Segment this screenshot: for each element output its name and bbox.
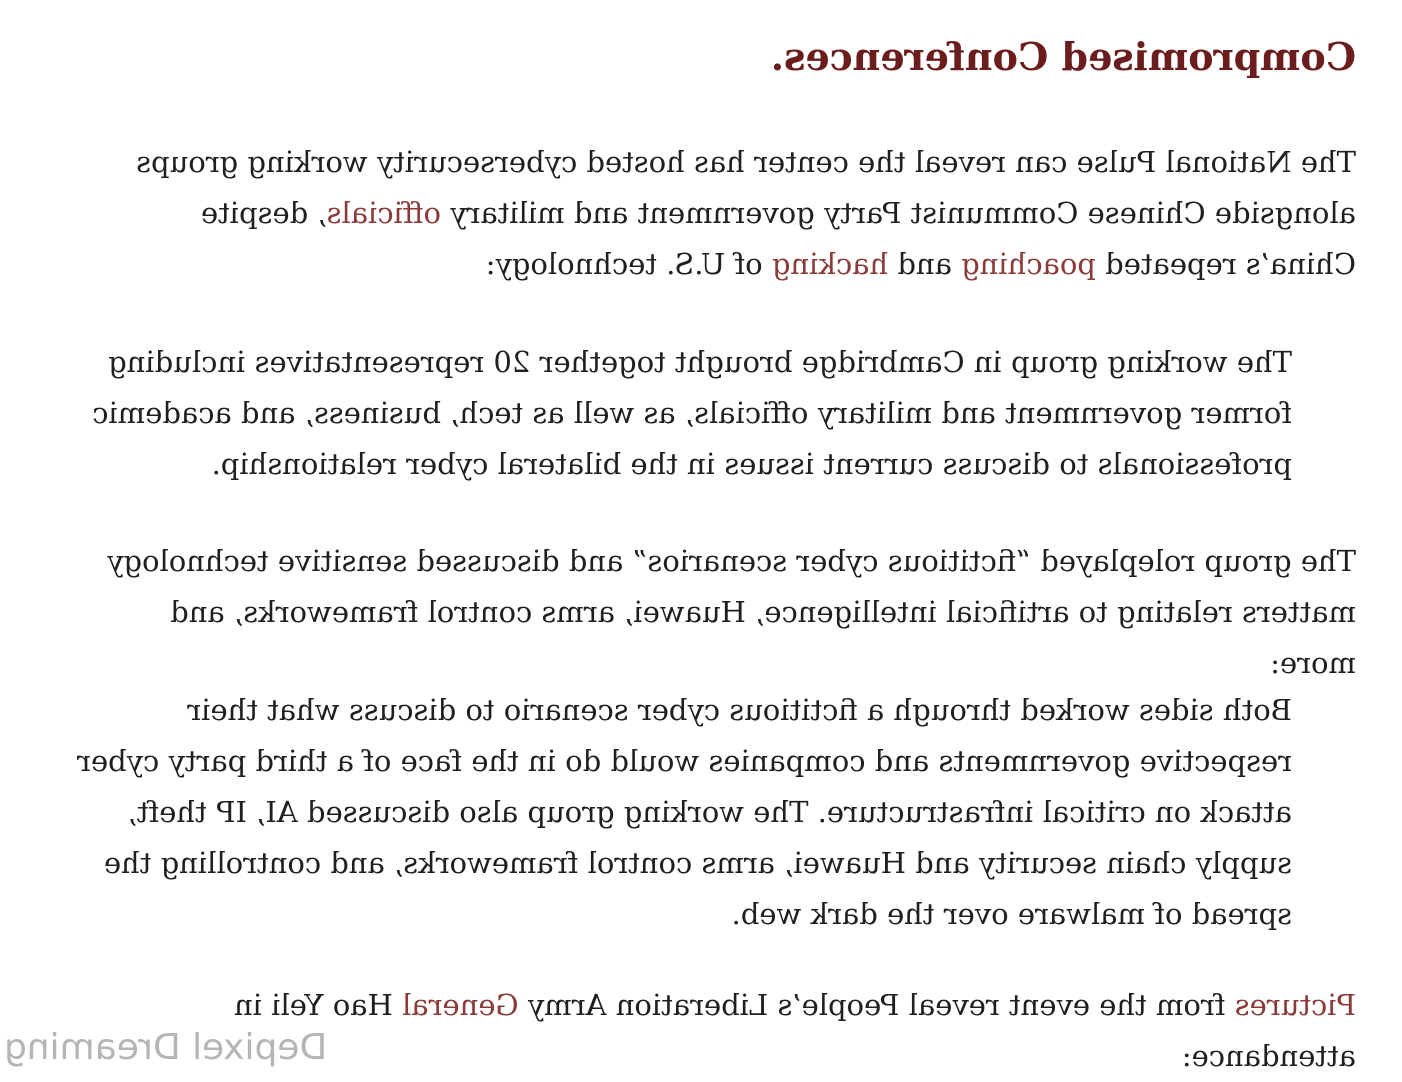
intro-text-2: , despite China’s repeated bbox=[200, 196, 1356, 281]
blockquote-working-group: The working group in Cambridge brought together 20 representatives including former government and military officials, as well as tech, business, and academic professionals to discuss current issues in the bilateral cyber relationship. bbox=[92, 345, 1292, 481]
general-link[interactable]: General bbox=[402, 988, 519, 1022]
officials-link[interactable]: officials bbox=[326, 196, 441, 230]
intro-text-4: of U.S. technology: bbox=[485, 247, 772, 281]
article-heading: Compromised Conferences. bbox=[770, 34, 1356, 79]
blockquote-scenario: Both sides worked through a fictitious cyber scenario to discuss what their respective governments and companies would do in the face of a third party cyber attack on critical infrastructure. The working group also discussed AI, IP theft, supply chain security and Huawei, arms control frameworks, and controlling the spread of malware over the dark web. bbox=[77, 693, 1292, 931]
intro-paragraph bbox=[86, 137, 1356, 290]
watermark: Depixel Dreaming bbox=[4, 1027, 328, 1068]
roleplay-paragraph: The group roleplayed “fictitious cyber scenarios” and discussed sensitive technology matters relating to artificial intelligence, Huawei, arms control frameworks, and more: bbox=[107, 544, 1356, 680]
pictures-link[interactable]: Pictures bbox=[1234, 988, 1356, 1022]
intro-text-3: and bbox=[888, 247, 962, 281]
pictures-text-2: Hao Yeli in attendance: bbox=[234, 988, 1356, 1073]
pictures-text-1: from the event reveal People’s Liberation Army bbox=[518, 988, 1235, 1022]
hacking-link[interactable]: hacking bbox=[771, 247, 889, 281]
intro-text-1: The National Pulse can reveal the center has hosted cybersecurity working groups alongside Chinese Communist Party government and military bbox=[136, 145, 1356, 230]
poaching-link[interactable]: poaching bbox=[961, 247, 1096, 281]
